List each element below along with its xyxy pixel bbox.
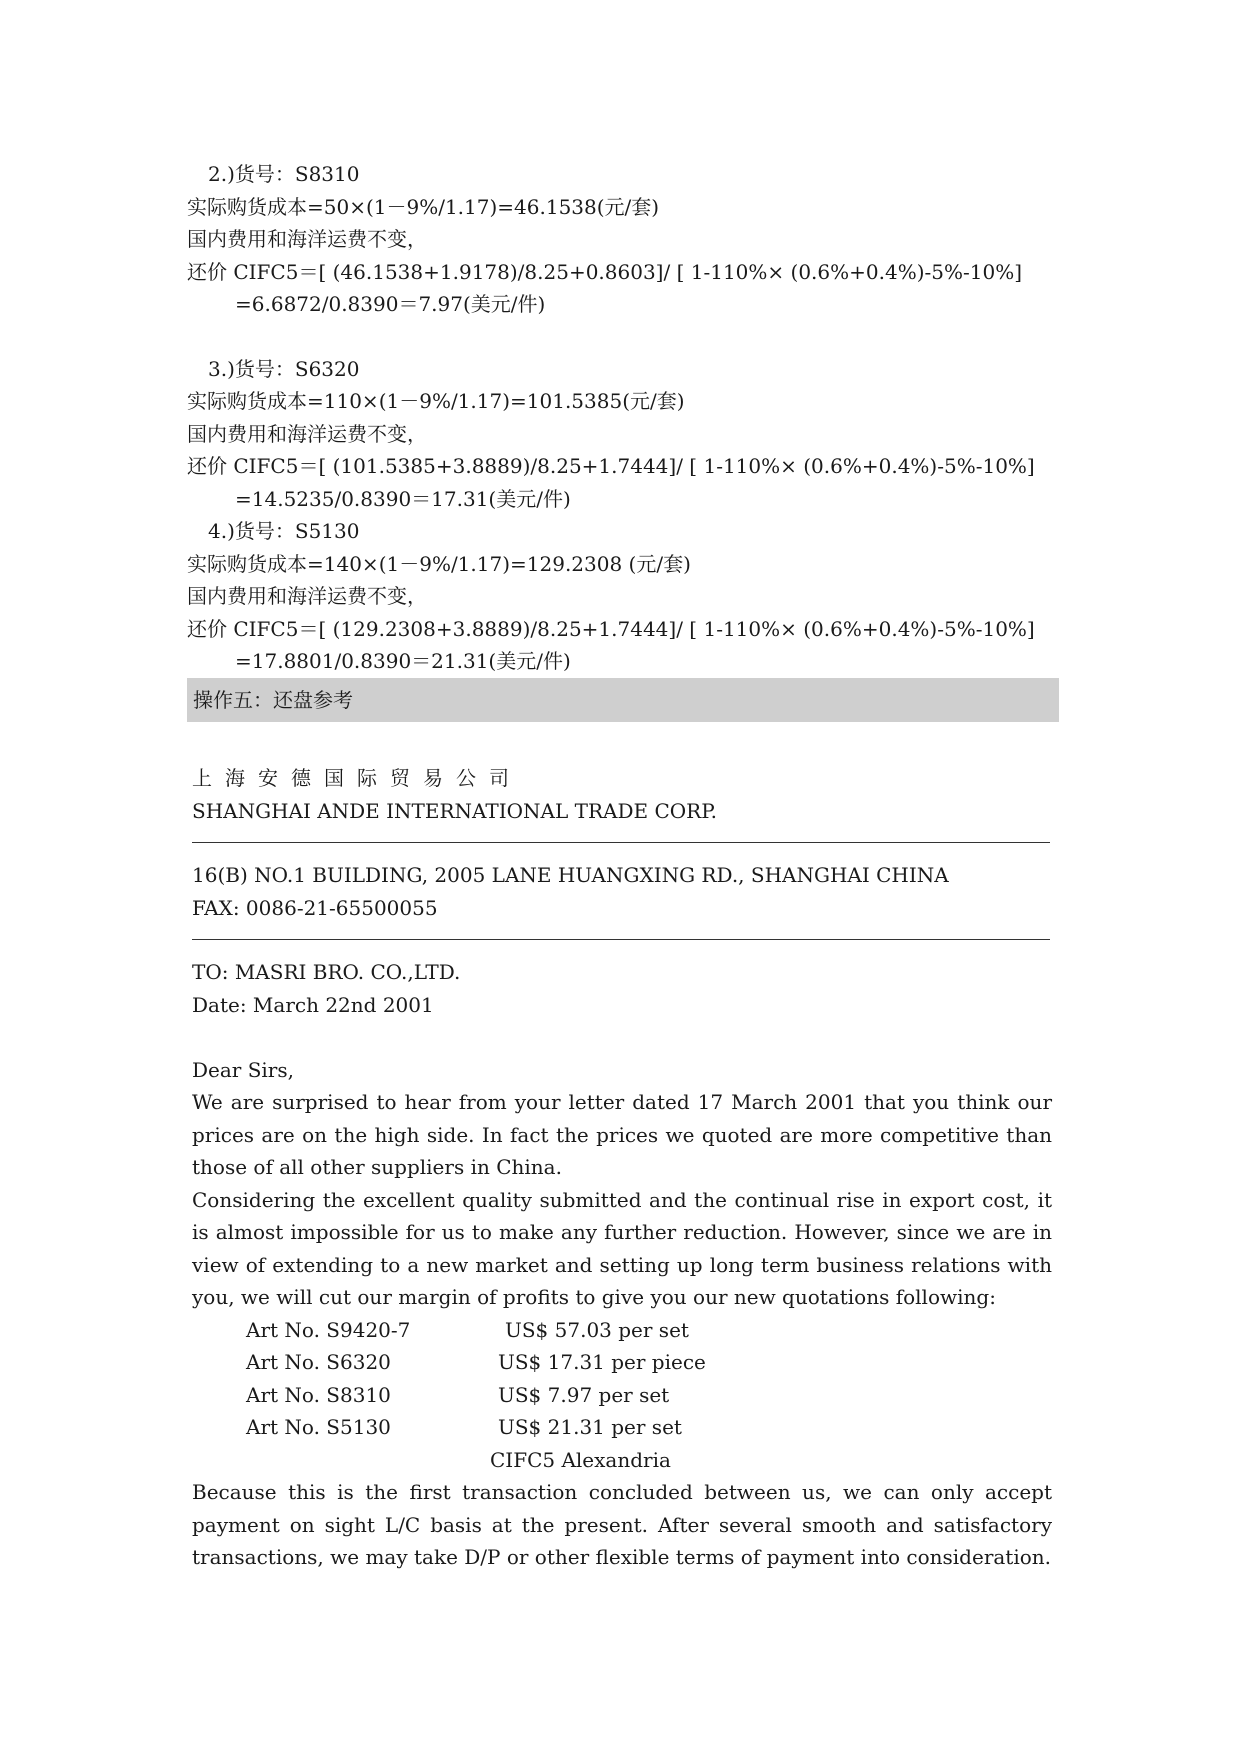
calc-line: 实际购货成本=110×(1－9%/1.17)=101.5385(元/套)	[187, 389, 685, 413]
salutation: Dear Sirs,	[192, 1057, 294, 1082]
calc-result: =6.6872/0.8390＝7.97(美元/件)	[235, 292, 546, 316]
calc-line: 实际购货成本=140×(1－9%/1.17)=129.2308 (元/套)	[187, 551, 691, 576]
article-price: US$ 7.97 per set	[498, 1382, 670, 1407]
quotation-list	[246, 1314, 1052, 1477]
company-name-chinese: 上海安德国际贸易公司	[192, 766, 522, 790]
calc-heading: 4.)货号：S5130	[208, 519, 360, 543]
letter-date: Date: March 22nd 2001	[192, 992, 434, 1017]
quotation-row	[246, 1411, 1052, 1444]
body-paragraph: Considering the excellent quality submitted and the continual rise in export cost, it is almost impossible for us to make any further reduction. However, since we are in view of extending to a new market and setting up long term business relations with you, we will cut our margin of profits to give you our new quotations following:	[192, 1187, 1052, 1309]
trade-terms: CIFC5 Alexandria	[490, 1447, 671, 1472]
body-paragraph: We are surprised to hear from your letter dated 17 March 2001 that you think our prices are on the high side. In fact the prices we quoted are more competitive than those of all other suppliers in China.	[192, 1090, 1052, 1179]
calc-line: 还价 CIFC5＝[ (46.1538+1.9178)/8.25+0.8603]/ [ 1-110%× (0.6%+0.4%)-5%-10%]	[187, 259, 1022, 284]
spacer	[187, 321, 1057, 353]
calc-heading: 3.)货号：S6320	[208, 356, 360, 381]
article-price: US$ 21.31 per set	[498, 1415, 682, 1439]
company-name-english: SHANGHAI ANDE INTERNATIONAL TRADE CORP.	[192, 798, 717, 823]
counter-offer-letter	[192, 762, 1052, 1574]
article-number: Art No. S5130	[246, 1415, 391, 1439]
article-price: US$ 17.31 per piece	[498, 1350, 706, 1374]
calc-line: 还价 CIFC5＝[ (101.5385+3.8889)/8.25+1.7444]/ [ 1-110%× (0.6%+0.4%)-5%-10%]	[187, 454, 1035, 478]
body-paragraph: Because this is the first transaction concluded between us, we can only accept payment on sight L/C basis at the present. After several smooth and satisfactory transactions, we may take D/P or other flexible terms of payment into consideration.	[192, 1480, 1052, 1569]
section-banner: 操作五：还盘参考	[187, 678, 1059, 722]
recipient: TO: MASRI BRO. CO.,LTD.	[192, 960, 461, 984]
quotation-row	[246, 1379, 1052, 1412]
article-number: Art No. S6320	[246, 1350, 391, 1374]
article-number: Art No. S9420-7	[246, 1317, 411, 1342]
company-fax: FAX: 0086-21-65500055	[192, 895, 438, 920]
spacer	[192, 1021, 1052, 1054]
quotation-row	[246, 1314, 1052, 1347]
calc-line: 国内费用和海洋运费不变，	[187, 421, 427, 446]
quotation-row	[246, 1346, 1052, 1379]
calc-result: =14.5235/0.8390＝17.31(美元/件)	[235, 486, 571, 511]
calc-line: 国内费用和海洋运费不变，	[187, 227, 427, 251]
article-price: US$ 57.03 per set	[505, 1317, 689, 1342]
company-address: 16(B) NO.1 BUILDING, 2005 LANE HUANGXING RD., SHANGHAI CHINA	[192, 863, 949, 887]
article-number: Art No. S8310	[246, 1382, 391, 1407]
calc-line: 国内费用和海洋运费不变，	[187, 584, 427, 608]
calc-line: 还价 CIFC5＝[ (129.2308+3.8889)/8.25+1.7444]/ [ 1-110%× (0.6%+0.4%)-5%-10%]	[187, 616, 1035, 641]
header-divider	[192, 842, 1050, 843]
calc-heading: 2.)货号：S8310	[208, 162, 360, 186]
calc-line: 实际购货成本=50×(1－9%/1.17)=46.1538(元/套)	[187, 194, 660, 219]
price-calculations	[187, 158, 1057, 678]
calc-result: =17.8801/0.8390＝21.31(美元/件)	[235, 649, 571, 673]
header-divider	[192, 939, 1050, 940]
